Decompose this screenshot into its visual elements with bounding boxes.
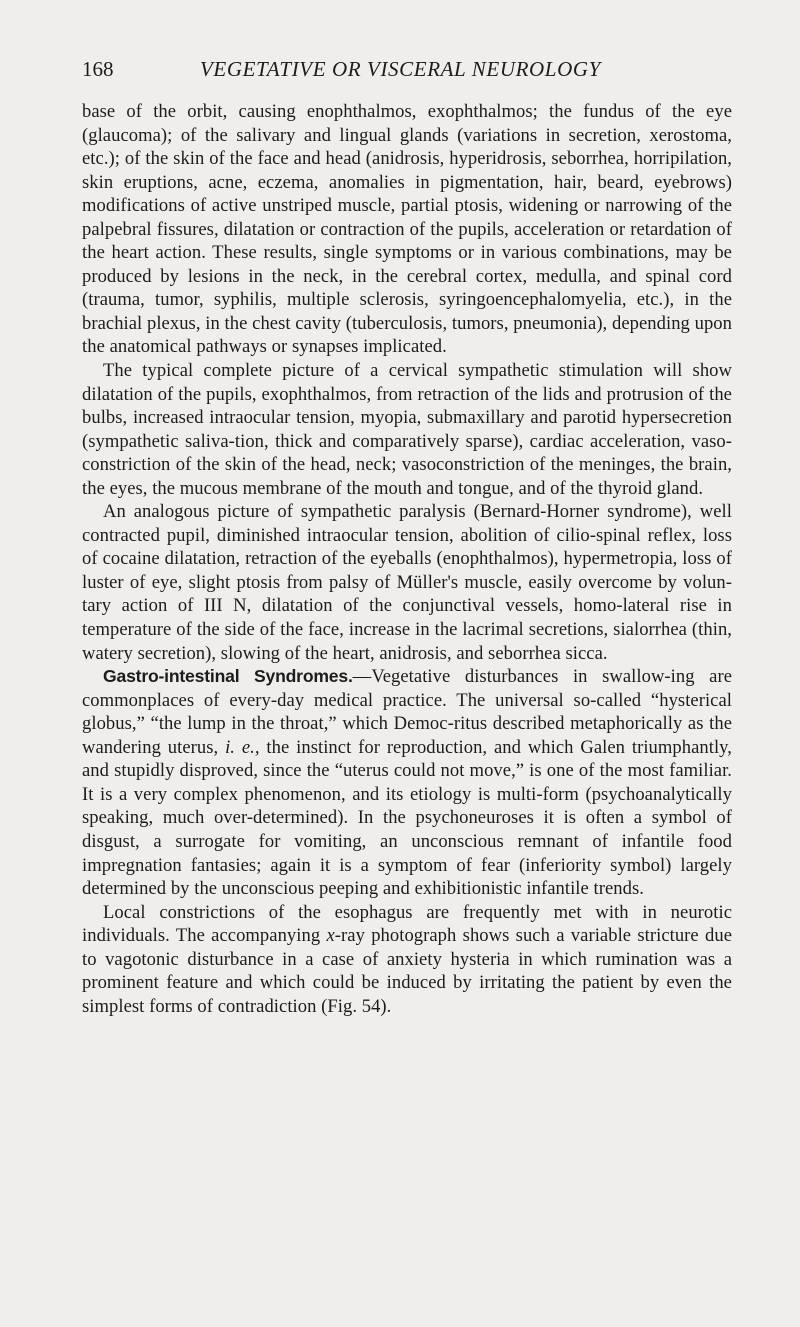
paragraph-text: the instinct for reproduction, and which Galen triumphantly, and stupidly disproved, since the “uterus could not move,” is one of the most familiar. It is a very complex phenomenon, and its etiology is multi-form (psychoanalytically speaking, much over-determined). In the psychoneuroses it is often a symbol of disgust, a surrogate for vomiting, an unconscious remnant of infantile food impregnation fantasies; again it is a symptom of fear (inferiority symbol) largely determined by the unconscious peeping and exhibitionistic infantile trends.: [82, 736, 733, 900]
book-page: [82, 52, 732, 1018]
italic-abbreviation: i. e.,: [225, 736, 260, 758]
paragraph-text: —Vegetative disturbances in swallow-ing are commonplaces of every-day medical practice. The universal so-called “hysterical globus,” “the lump in the throat,” which Democ-ritus described metaphorically as the wandering uterus,: [82, 666, 732, 758]
paragraph-text: -ray photograph shows such a variable stricture due to vagotonic disturbance in a case of anxiety hysteria in which rumination was a prominent feature and which could be induced by irritating the patient by even the simplest forms of contradiction (Fig. 54).: [82, 925, 732, 1017]
paragraph-gastro-intestinal: [82, 665, 732, 900]
paragraph-esophagus: [82, 901, 732, 1019]
section-heading-gastro-intestinal: Gastro-intestinal Syndromes.: [103, 666, 353, 687]
running-title: VEGETATIVE OR VISCERAL NEUROLOGY: [200, 57, 601, 81]
italic-variable: x: [326, 925, 335, 947]
paragraph-text: Local constrictions of the esophagus are frequently met with in neurotic individuals. The accompanying: [82, 901, 732, 947]
paragraph-orbit-symptoms: base of the orbit, causing enophthalmos, exophthalmos; the fundus of the eye (glaucoma); of the salivary and lingual glands (variations in secretion, xerostoma, etc.); of the skin of the face and head (anidrosis, hyperidrosis, seborrhea, horripilation, skin eruptions, acne, eczema, anomalies in pigmentation, hair, beard, eyebrows) modifications of active unstriped muscle, partial ptosis, widening or narrowing of the palpebral fissures, dilatation or contraction of the pupils, acceleration or retardation of the heart action. These results, single symptoms or in various combinations, may be produced by lesions in the neck, in the cerebral cortex, medulla, and spinal cord (trauma, tumor, syphilis, multiple sclerosis, syringoencephalomyelia, etc.), in the brachial plexus, in the chest cavity (tuberculosis, tumors, pneumonia), depending upon the anatomical pathways or synapses implicated.: [82, 101, 732, 358]
paragraph-sympathetic-paralysis: An analogous picture of sympathetic paralysis (Bernard-Horner syndrome), well contracted pupil, diminished intraocular tension, abolition of cilio-spinal reflex, loss of cocaine dilatation, retraction of the eyeballs (enophthalmos), hypermetropia, loss of luster of eye, slight ptosis from palsy of Müller's muscle, easily overcome by volun-tary action of III N, dilatation of the conjunctival vessels, homo-lateral rise in temperature of the side of the face, increase in the lacrimal secretions, sialorrhea (thin, watery secretion), slowing of the heart, anidrosis, and seborrhea sicca.: [82, 501, 732, 664]
paragraph-sympathetic-stimulation: The typical complete picture of a cervical sympathetic stimulation will show dilatation of the pupils, exophthalmos, from retraction of the lids and protrusion of the bulbs, increased intraocular tension, myopia, submaxillary and parotid hypersecretion (sympathetic saliva-tion, thick and comparatively sparse), cardiac acceleration, vaso-constriction of the skin of the head, neck; vasoconstriction of the meninges, the brain, the eyes, the mucous membrane of the mouth and tongue, and of the thyroid gland.: [82, 360, 732, 499]
body-text: [82, 100, 732, 1018]
running-head: [82, 52, 732, 86]
page-number: 168: [82, 57, 114, 81]
